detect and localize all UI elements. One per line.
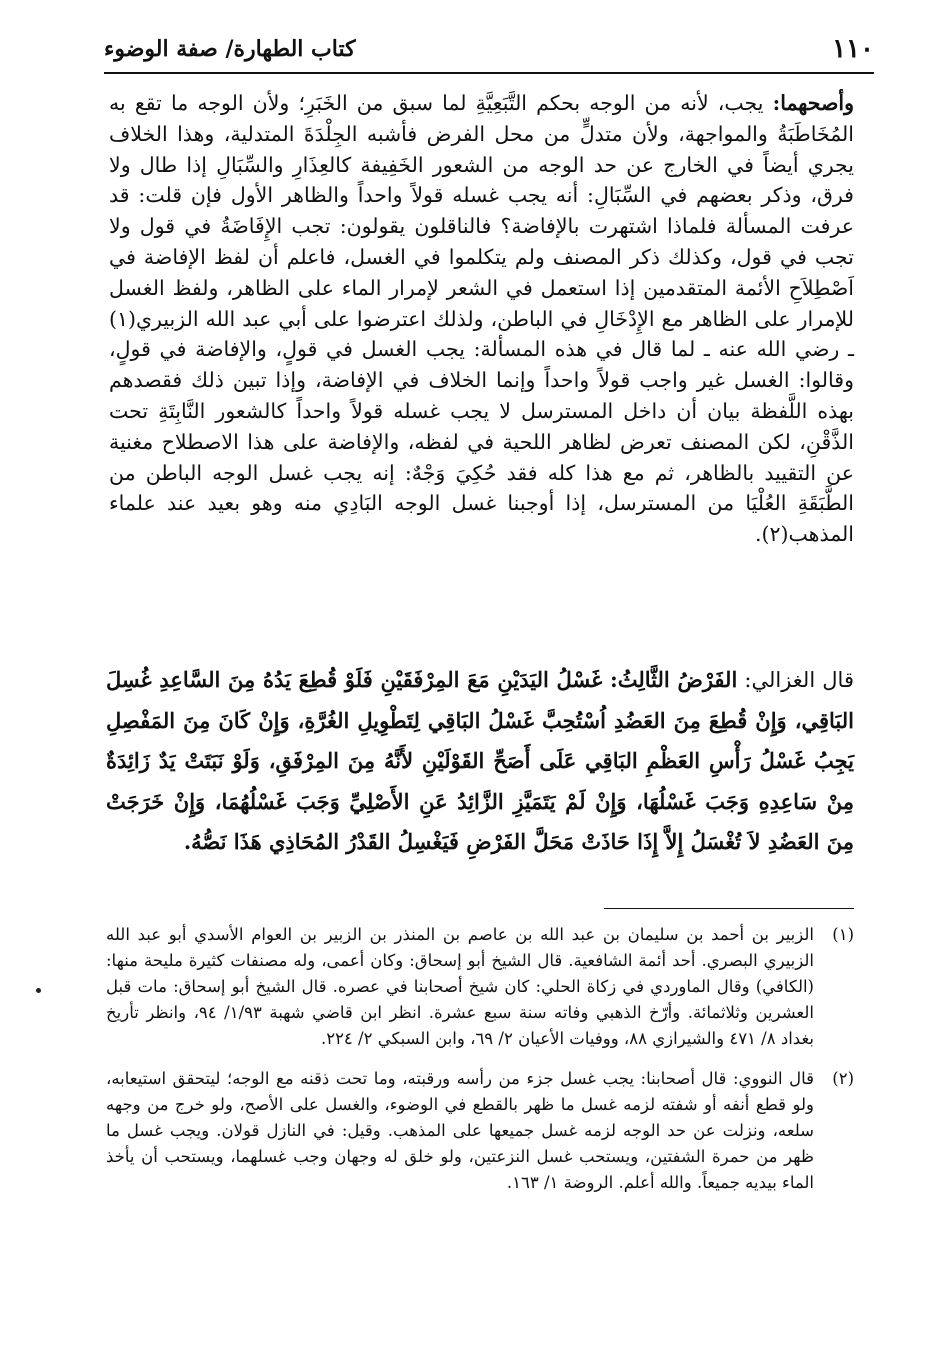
- footnote-2: [106, 1066, 854, 1196]
- page-header: [104, 30, 874, 70]
- quote-paragraph: [106, 660, 854, 863]
- lead-word: وأصحهما:: [772, 91, 854, 115]
- footnote-text: قال النووي: قال أصحابنا: يجب غسل جزء من رأسه ورقبته، وما تحت ذقنه مع الوجه؛ ليتحقق استيعابه، ولو قطع أنفه أو شفته لزمه غسل ما ظهر بالقطع في الوضوء، والغسل على الأصح، ولو خرج من وجهه سلعه، ونزلت عن حد الوجه لزمه غسل جميعها على المذهب. وقيل: في النازل قولان. ويجب غسل ما ظهر من حمرة الشفتين، ويستحب غسل النزعتين، ولو خلق له وجهان وجب غسلهما، ويستحب أن يأخذ الماء بيديه جميعاً. والله أعلم. الروضة ١/ ١٦٣.: [106, 1069, 814, 1192]
- footnote-1: [106, 922, 854, 1052]
- footnotes: [106, 922, 854, 1210]
- quote-intro: قال الغزالي:: [737, 668, 854, 692]
- quote-text: الفَرْضُ الثَّالِثُ: غَسْلُ اليَدَيْنِ مَعَ المِرْفَقَيْنِ فَلَوْ قُطِعَ يَدُهُ مِنَ السَّاعِدِ غُسِلَ البَاقِي، وَإِنْ قُطِعَ مِنَ العَضُدِ اُسْتُحِبَّ غَسْلُ البَاقِي لِتَطْوِيلِ الغُرَّةِ، وَإِنْ كَانَ مِنَ المَفْصِلِ يَجِبُ غَسْلُ رَأْسِ العَظْمِ البَاقِي عَلَى أَصَحِّ القَوْلَيْنِ لأَنَّهُ مِنَ المِرْفَقِ، وَلَوْ نَبَتَتْ يَدٌ زَائِدَةٌ مِنْ سَاعِدِهِ وَجَبَ غَسْلُهَا، وَإِنْ لَمْ يَتَمَيَّزِ الزَّائِدُ عَنِ الأَصْلِيِّ وَجَبَ غَسْلُهُمَا، وَإِنْ خَرَجَتْ مِنَ العَضُدِ لاَ تُغْسَلُ إِلاَّ إِذَا حَاذَتْ مَحَلَّ الفَرْضِ فَيَغْسِلُ القَدْرُ المُحَاذِي هَذَا نَصُّهُ.: [106, 667, 854, 854]
- page-number: ١١٠: [832, 34, 874, 64]
- ghazali-quote: [106, 660, 854, 863]
- main-paragraph-text: يجب، لأنه من الوجه بحكم التَّبَعِيَّةِ لما سبق من الخَبَرِ؛ ولأن الوجه ما تقع به المُخَاطَبَةُ والمواجهة، ولأن متدلٍّ من محل الفرض فأشبه الجِلْدَةَ المتدلية، وهذا الخلاف يجري أيضاً في الخارج عن حد الوجه من الشعور الخَفِيفة كالعِذَارِ والسِّبَالِ إذا طال ولا فرق، وذكر بعضهم في السِّبَالِ: أنه يجب غسله قولاً واحداً والظاهر الأول فإن قلت: قد عرفت المسألة فلماذا اشتهرت بالإفاضة؟ فالناقلون يقولون: تجب الإِفَاضَةُ في قول ولا تجب في قول، وكذلك ذكر المصنف ولم يتكلموا في الغسل، فاعلم أن لفظ الإفاضة في اَصْطِلاَحِ الأئمة المتقدمين إذا استعمل في الشعر لإمرار الماء على الظاهر، ولفظ الغسل للإمرار على الظاهر مع الإِدْخَالِ في الباطن، ولذلك اعترضوا على أبي عبد الله الزبيري(١) ـ رضي الله عنه ـ لما قال في هذه المسألة: يجب الغسل في قولٍ، والإفاضة في قولٍ، وقالوا: الغسل غير واجب قولاً واحداً وإنما الخلاف في الإفاضة، وإذا تبين ذلك فقصدهم بهذه اللَّفظة بيان أن داخل المسترسل لا يجب غسله قولاً واحداً كالشعور النَّابِتَةِ تحت الذَّقْنِ، لكن المصنف تعرض لظاهر اللحية في لفظه، والإفاضة على هذا الاصطلاح مغنية عن التقييد بالظاهر، ثم مع هذا كله فقد حُكِيَ وَجْهٌ: إنه يجب غسل الوجه الباطن من الطَّبَقَةِ العُلْيَا من المسترسل، إذا أوجبنا غسل الوجه البَادِي منه وهو بعيد عند علماء المذهب(٢).: [109, 91, 854, 547]
- header-rule: [104, 72, 874, 74]
- footnote-text: الزبير بن أحمد بن سليمان بن عبد الله بن عاصم بن المنذر بن الزبير بن العوام الأسدي أبو عبد الله الزبيري البصري. أحد أئمة الشافعية. قال الشيخ أبو إسحاق: وكان أعمى، وله مصنفات كثيرة مليحة منها: (الكافي) وقال الماوردي في زكاة الحلي: كان شيخ أصحابنا في عصره. قال الشيخ أبو إسحاق: مات قبل العشرين وثلاثمائة. وأرّخ الذهبي وفاته سنة سبع عشرة. انظر ابن قاضي شهبة ١/٩٣/ ٩٤، وانظر تأريخ بغداد ٨/ ٤٧١ والشيرازي ٨٨، ووفيات الأعيان ٢/ ٦٩، وابن السبكي ٢/ ٢٢٤.: [106, 925, 814, 1048]
- main-paragraph: [109, 88, 854, 550]
- main-text: [109, 88, 854, 550]
- footnote-rule: [604, 908, 854, 909]
- scan-speck: [36, 988, 41, 993]
- running-title: كتاب الطهارة/ صفة الوضوء: [104, 36, 356, 62]
- footnote-number: (٢): [832, 1069, 854, 1088]
- footnote-number: (١): [832, 925, 854, 944]
